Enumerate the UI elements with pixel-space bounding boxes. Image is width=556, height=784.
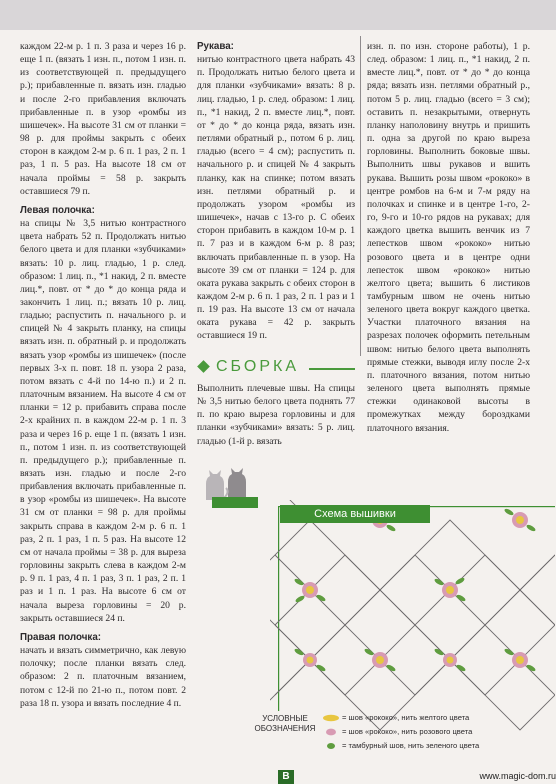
column-right — [367, 40, 530, 435]
right-front-heading: Правая полочка: — [20, 631, 102, 643]
assembly-heading-label: СБОРКА — [216, 358, 299, 375]
legend-item-pink — [322, 727, 472, 737]
assembly-text-block — [197, 382, 355, 448]
site-url: www.magic-dom.ru — [479, 771, 556, 781]
legend-item-green — [322, 741, 479, 751]
legend-label-yellow: = шов «рококо», нить желтого цвета — [342, 713, 470, 722]
legend-title: УСЛОВНЫЕ ОБОЗНАЧЕНИЯ — [254, 714, 316, 733]
diamond-icon — [197, 360, 210, 373]
left-front-heading: Левая полочка: — [20, 204, 95, 216]
scheme-title: Схема вышивки — [280, 505, 430, 523]
legend-label-pink: = шов «рококо», нить розового цвета — [342, 727, 473, 736]
left-front-text: на спицы № 3,5 нитью контрастного цвета набрать 52 п. Продолжать нитью белого цвета и для планки «зубчиками» вязать: 10 р. лиц. гладью, 1 р. след. образом: 1 лиц. п., *1 накид, 2 п. вместе лиц.*, повт. от * до * до конца ряда и закончить 1 лиц. п.; вязать 10 р. лиц. гладью; распустить п. начального р. и спицей № 4 закрыть планку, на спицы вязать изн. п. обратный р. и продолжать вязать узор «ромбы из шишечек» (после первых 3-х п. повт. 18 п. узора 2 раза, потом вязать с 4-й по 14-ю п.) и 2 п. платочным вязанием. На высоте 4 см от планки = 12 р. прибавить справа после 2-х крайних п. в каждом 22-м р. 1 п. 3 раза и через 16 р. еще 1 п. (вязать 1 изн. п., потом 1 изн. п. из соответствующей п. предыдущего р.); прибавленные п. вязать изн. гладью и после 2-го прибавления включать прибавленные п. в узор «ромбы из шишечек». На высоте 31 см от планки = 98 р. для проймы закрыть справа в каждом 2-м р. 6 п. 1 раз, 2 п. 1 раз, 1 п. 5 раз. На высоте 12 см от начала проймы = 38 р. для выреза горловины закрыть слева в каждом 2-м р. 9 п. 1 раз, 4 п. 1 раз, 3 п. 1 раз, 2 п. 1 раз и 1 п. 1 раз. На высоте 6 см от начала выреза горловины = 20 р. закрыть оставшиеся 24 п. — [20, 218, 186, 624]
embroidery-scheme-diagram — [270, 500, 555, 734]
heading-rule — [309, 368, 355, 370]
legend-label-green: = тамбурный шов, нить зеленого цвета — [342, 741, 480, 750]
assembly-text: Выполнить плечевые швы. На спицы № 3,5 нитью белого цвета поднять 77 п. по краю выреза горловины и для планки «зубчиками» вязать: 5 р. лиц. гладью (1-й р. вязать — [197, 383, 355, 447]
assembly-heading — [197, 358, 355, 378]
page-marker: В — [278, 770, 294, 784]
decorative-bar — [212, 497, 258, 508]
sleeves-text: нитью контрастного цвета набрать 43 п. Продолжать нитью белого цвета и для планки «зубчиками» вязать: 8 р. лиц. гладью, 1 р. след. образом: 1 лиц. п., *1 накид, 2 п. вместе лиц.*, повт. от * до * до конца ряда, вязать изн. петлями обратный р., потом 6 р. лиц. гладью (всего = 4 см); распустить п. начального р. и спицей № 4 закрыть планку, как на спинке; потом вязать изн. петлями обратный р. и продолжать узором «ромбы из шишечек», начав с 13-го р. С обеих сторон прибавить в каждом 10-м р. 1 п. 7 раз и в каждом 6-м р. 8 раз; включать прибавленные п. в узор. На высоте 39 см от планки = 124 р. для оката рукава закрыть с обеих сторон в каждом 2-м р. 6 п. 1 раз, 2 п. 1 раз и 1 п. 19 раз. На высоте 13 см от начала оката рукава = 42 р. закрыть оставшиеся 19 п. — [197, 54, 355, 342]
rose-motifs — [294, 508, 537, 673]
cats-decoration-icon — [200, 462, 260, 502]
column-middle — [197, 40, 355, 343]
legend-item-yellow — [322, 713, 469, 723]
column-divider — [360, 36, 361, 356]
assembly-continued-text: изн. п. по изн. стороне работы), 1 р. след. образом: 1 лиц. п., *1 накид, 2 п. вместе лиц.*, повт. от * до * до конца ряда; вязать изн. петлями обратный р., потом 5 р. лиц. гладью (всего = 3 см); оставить п. незакрытыми, отвернуть планку наполовину внутрь и пришить п. одна за другой по краю выреза горловины. Выполнить боковые швы. Выполнить швы рукавов и вшить рукава. Вышить розы швом «рококо» в центре ромбов на 6-м и 7-м ряду на полочках и спинке и в центре 1-го, 2-го, 9-го и 10-го рядов на рукавах; для каждого цветка вышить венчик из 7 лепестков швом «рококо» нитью розового цвета и в центре одни лепесток швом «рококо» нитью желтого цвета; вышить 6 листиков тамбурным швом не очень нитью зеленого цвета вокруг каждого цветка. Участки платочного вязания на разрезах полочек оформить петельным швом: нитью белого цвета выполнять прямые стежки, выводя иглу после 2-х п. платочного вязания, потом нитью зеленого цвета выполнять прямые стежки одинаковой высоты в промежутках между бороздками платочного вязания. — [367, 41, 530, 434]
diamond-grid — [270, 500, 555, 730]
right-front-text: начать и вязать симметрично, как левую полочку; после планки вязать след. образом: 2 п. платочным вязанием, потом с 12-й по 21-ю п., потом повт. 2 раза 18 п. узора и вязать последние 4 п. — [20, 645, 186, 709]
sleeves-heading: Рукава: — [197, 41, 234, 52]
green-leaf-icon — [322, 742, 340, 750]
pink-stitch-icon — [322, 728, 340, 736]
back-piece-text: каждом 22-м р. 1 п. 3 раза и через 16 р. еще 1 п. (вязать 1 изн. п., потом 1 изн. п. из соответствующей п. предыдущего р.); прибавленные п. вязать изн. гладью и после 2-го прибавления включать прибавленные п. в узор «ромбы из шишечек». На высоте 31 см от планки = 98 р. для проймы закрыть с обеих сторон в каждом 2-м р. 6 п. 1 раз, 2 п. 1 раз, 1 п. 5 раз. На высоте 18 см от начала проймы = 58 р. закрыть оставшиеся 79 п. — [20, 41, 186, 197]
page-header-band — [0, 0, 556, 30]
yellow-stitch-icon — [322, 714, 340, 722]
column-left — [20, 40, 186, 710]
